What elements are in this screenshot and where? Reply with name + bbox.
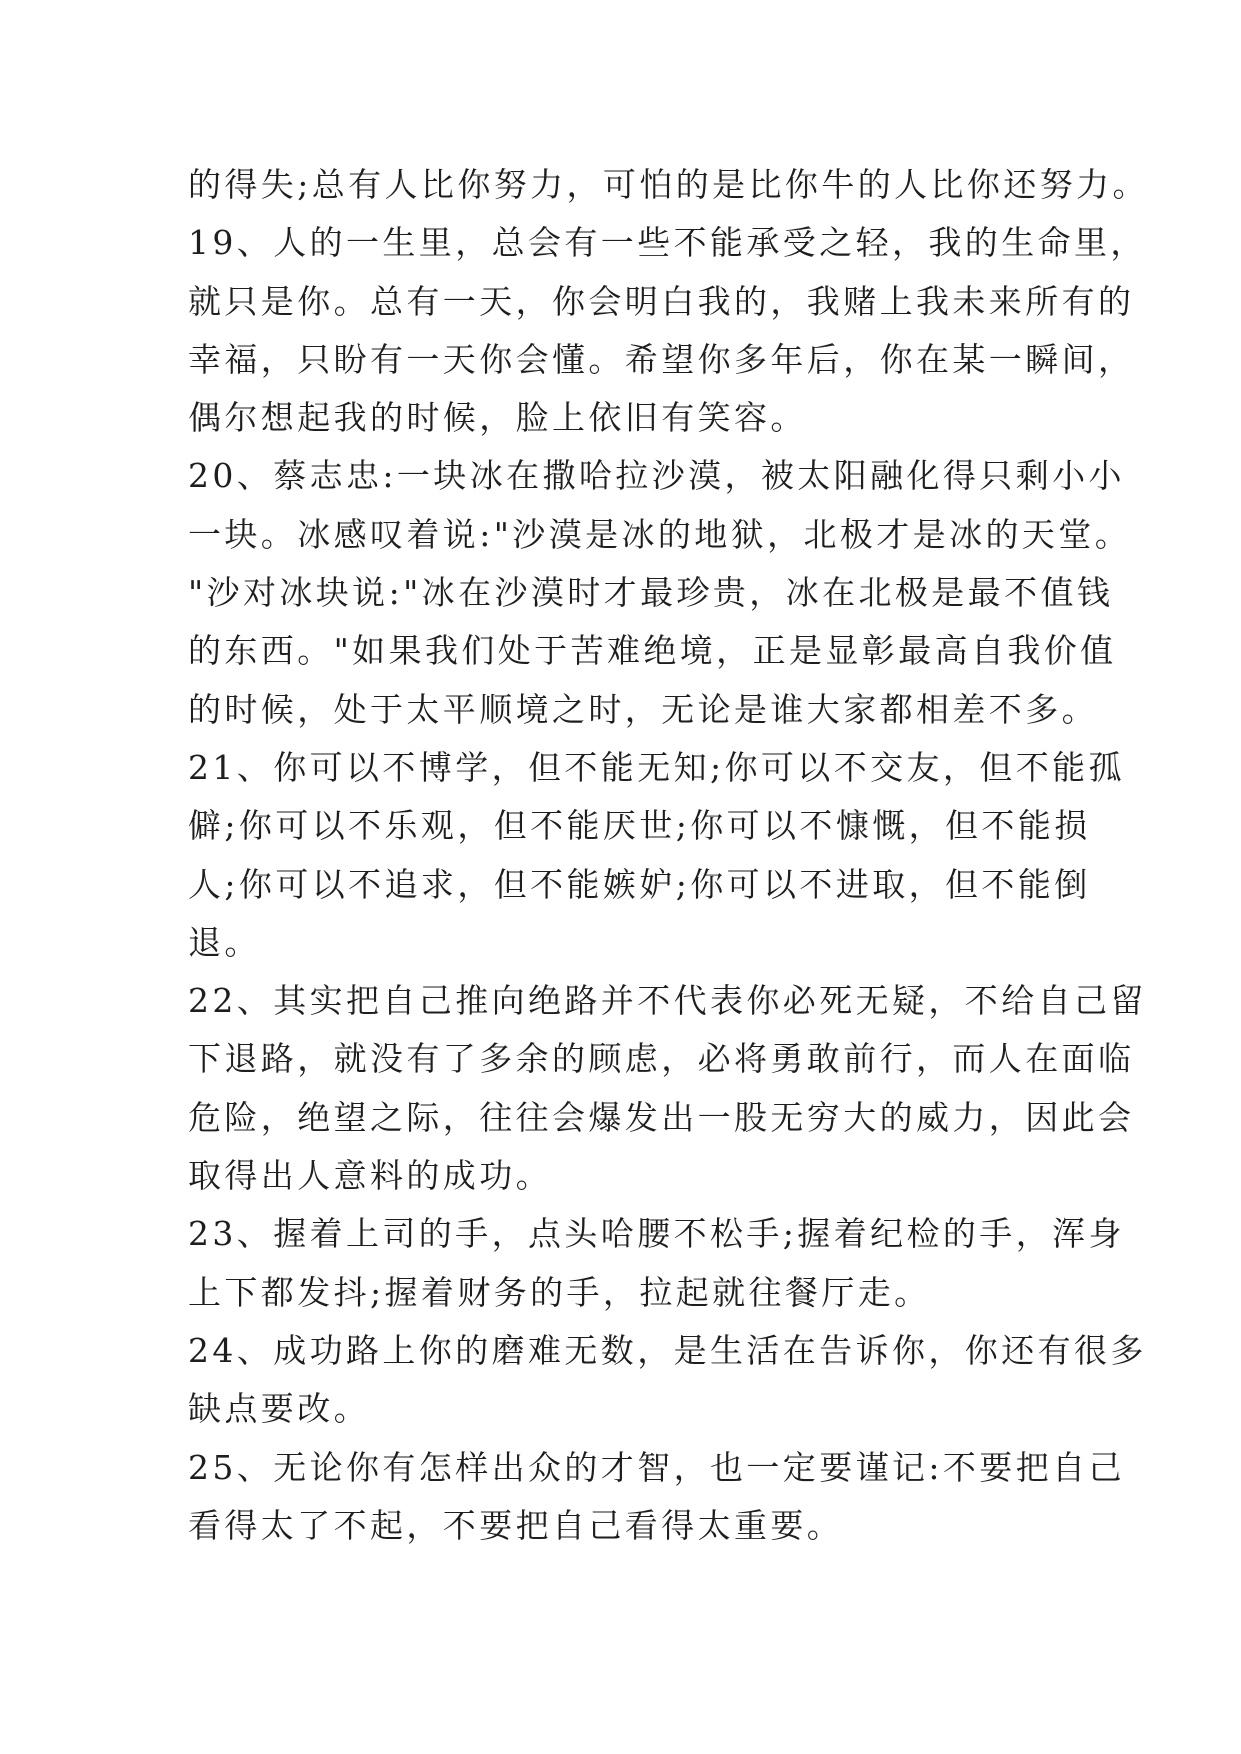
text-line: 19、人的一生里，总会有一些不能承受之轻，我的生命里，: [188, 223, 1147, 263]
text-line: 僻;你可以不乐观，但不能厌世;你可以不慷慨，但不能损: [188, 806, 1091, 846]
text-line: 下退路，就没有了多余的顾虑，必将勇敢前行，而人在面临: [188, 1039, 1135, 1079]
text-line: 的东西。"如果我们处于苦难绝境，正是显彰最高自我价值: [188, 631, 1117, 671]
text-line: 的得失;总有人比你努力，可怕的是比你牛的人比你还努力。: [188, 165, 1149, 204]
text-line: 人;你可以不追求，但不能嫉妒;你可以不进取，但不能倒: [188, 864, 1091, 904]
text-line: 24、成功路上你的磨难无数，是生活在告诉你，你还有很多: [188, 1330, 1147, 1370]
text-line: 危险，绝望之际，往往会爆发出一股无穷大的威力，因此会: [188, 1097, 1135, 1137]
text-line: 22、其实把自己推向绝路并不代表你必死无疑，不给自己留: [188, 981, 1147, 1021]
text-line: 23、握着上司的手，点头哈腰不松手;握着纪检的手，浑身: [188, 1214, 1125, 1254]
text-line: 退。: [188, 922, 261, 962]
body-text: [188, 156, 1149, 1555]
text-line: 偶尔想起我的时候，脸上依旧有笑容。: [188, 398, 807, 438]
text-line: 的时候，处于太平顺境之时，无论是谁大家都相差不多。: [188, 689, 1098, 729]
text-line: "沙对冰块说:"冰在沙漠时才最珍贵，冰在北极是最不值钱: [188, 573, 1114, 613]
text-line: 一块。冰感叹着说:"沙漠是冰的地狱，北极才是冰的天堂。: [188, 514, 1132, 554]
text-line: 缺点要改。: [188, 1389, 370, 1429]
text-line: 25、无论你有怎样出众的才智，也一定要谨记:不要把自己: [188, 1447, 1125, 1487]
text-line: 21、你可以不博学，但不能无知;你可以不交友，但不能孤: [188, 747, 1125, 787]
text-line: 上下都发抖;握着财务的手，拉起就往餐厅走。: [188, 1272, 931, 1312]
text-line: 看得太了不起，不要把自己看得太重要。: [188, 1505, 844, 1545]
text-line: 就只是你。总有一天，你会明白我的，我赌上我未来所有的: [188, 281, 1135, 321]
text-line: 幸福，只盼有一天你会懂。希望你多年后，你在某一瞬间，: [188, 339, 1135, 379]
text-line: 20、蔡志忠:一块冰在撒哈拉沙漠，被太阳融化得只剩小小: [188, 456, 1125, 496]
text-line: 取得出人意料的成功。: [188, 1156, 552, 1196]
